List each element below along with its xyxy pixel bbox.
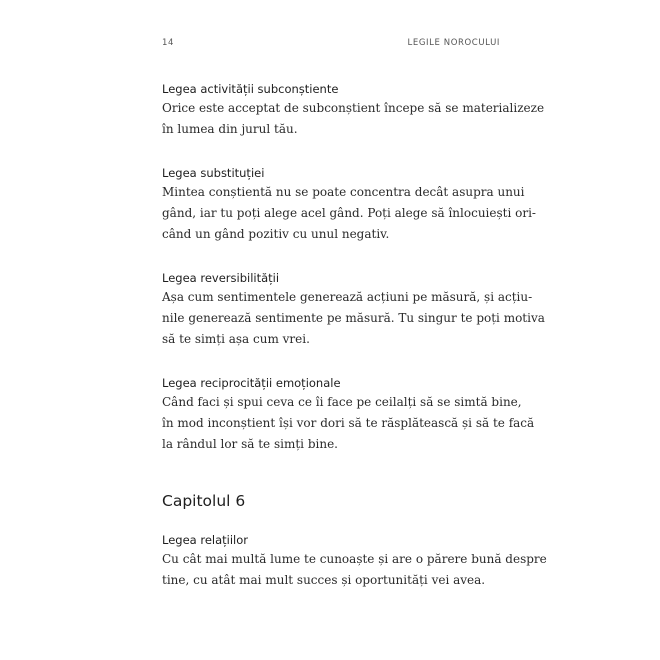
text-line: în mod inconștient își vor dori să te răsplătească și să te facă bbox=[162, 416, 535, 430]
section-heading: Legea reciprocității emoționale bbox=[162, 376, 341, 390]
text-line: Cu cât mai multă lume te cunoaște și are o părere bună despre bbox=[162, 552, 547, 566]
page-number: 14 bbox=[162, 38, 175, 48]
text-line: când un gând pozitiv cu unul negativ. bbox=[162, 227, 390, 241]
law-section bbox=[162, 533, 547, 591]
section-heading: Legea relațiilor bbox=[162, 533, 249, 547]
section-body bbox=[162, 549, 547, 591]
text-line: Mintea conștientă nu se poate concentra decât asupra unui bbox=[162, 185, 525, 199]
chapter-title: Capitolul 6 bbox=[162, 492, 246, 510]
text-line: la rândul lor să te simți bine. bbox=[162, 437, 338, 451]
text-line: gând, iar tu poți alege acel gând. Poți alege să înlocuiești ori- bbox=[162, 206, 536, 220]
text-line: în lumea din jurul tău. bbox=[162, 122, 298, 136]
section-body bbox=[162, 182, 536, 245]
law-section bbox=[162, 82, 545, 140]
running-head bbox=[162, 38, 500, 52]
section-body bbox=[162, 392, 535, 455]
text-line: Orice este acceptat de subconștient începe să se materializeze bbox=[162, 101, 545, 115]
text-line: tine, cu atât mai mult succes și oportunități vei avea. bbox=[162, 573, 486, 587]
text-line: Așa cum sentimentele generează acțiuni pe măsură, și acțiu- bbox=[162, 290, 533, 304]
law-section bbox=[162, 376, 535, 455]
section-body bbox=[162, 98, 545, 140]
section-heading: Legea activității subconștiente bbox=[162, 82, 339, 96]
section-heading: Legea substituției bbox=[162, 166, 265, 180]
text-line: Când faci și spui ceva ce îi face pe ceilalți să se simtă bine, bbox=[162, 395, 522, 409]
text-line: nile generează sentimente pe măsură. Tu singur te poți motiva bbox=[162, 311, 545, 325]
law-section bbox=[162, 166, 536, 245]
section-body bbox=[162, 287, 545, 350]
book-title: LEGILE NOROCULUI bbox=[407, 38, 500, 48]
page-content bbox=[162, 82, 547, 591]
text-line: să te simți așa cum vrei. bbox=[162, 332, 310, 346]
law-section bbox=[162, 271, 545, 350]
section-heading: Legea reversibilității bbox=[162, 271, 280, 285]
